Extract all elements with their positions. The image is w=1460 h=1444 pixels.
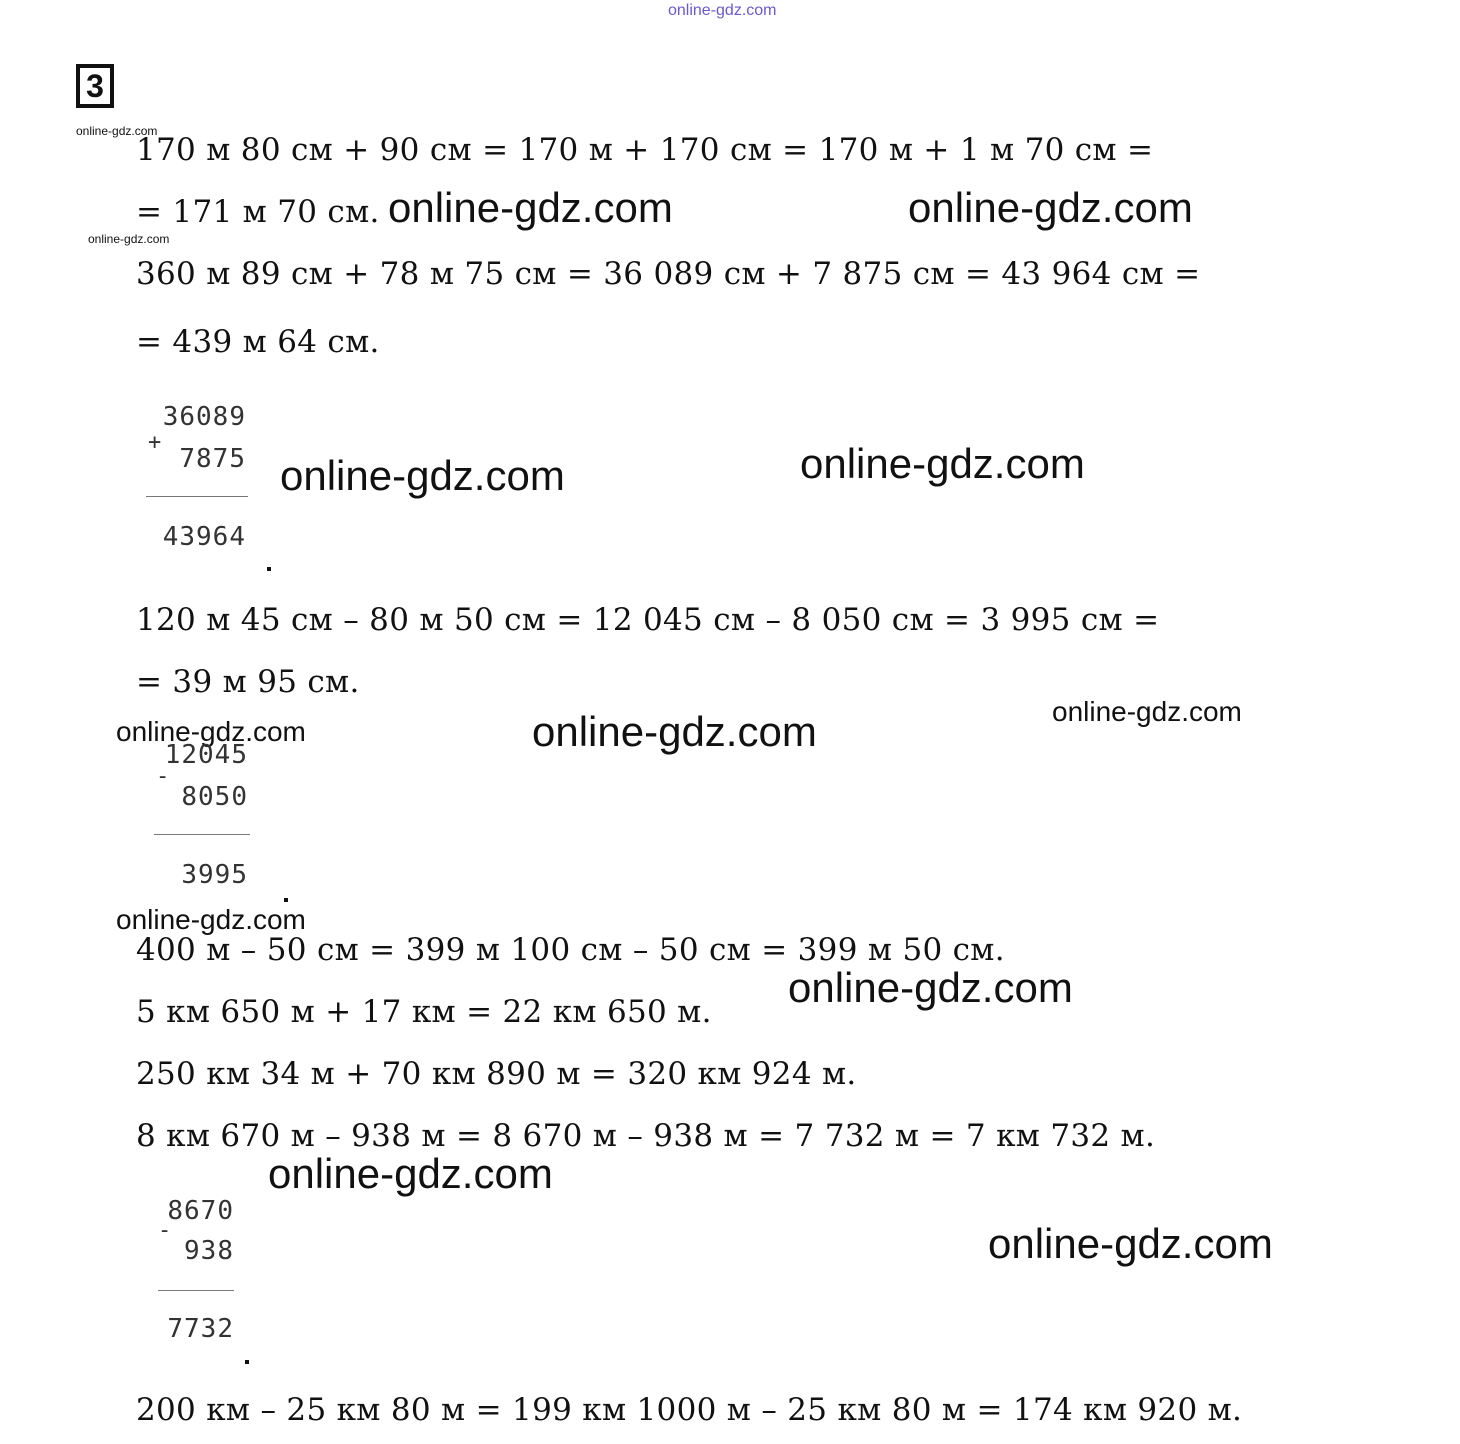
column-operator: - — [156, 764, 170, 789]
column-operand-a: 12045 — [164, 740, 248, 770]
column-operand-b: 7875 — [179, 444, 246, 474]
column-result: 3995 — [181, 860, 248, 890]
column-operand-b: 8050 — [181, 782, 248, 812]
watermark: online-gdz.com — [788, 964, 1073, 1011]
watermark: online-gdz.com — [116, 904, 306, 935]
watermark: online-gdz.com — [268, 1150, 553, 1197]
watermark: online-gdz.com — [1052, 696, 1242, 727]
period-dot — [284, 898, 288, 902]
equation-line: 8 км 670 м – 938 м = 8 670 м – 938 м = 7 732 м = 7 км 732 м. — [136, 1118, 1156, 1154]
equation-line: = 39 м 95 см. — [136, 664, 360, 700]
column-calculation — [144, 402, 254, 562]
watermark: online-gdz.com — [88, 232, 170, 246]
column-calculation — [150, 1196, 250, 1356]
watermark: online-gdz.com — [800, 440, 1085, 487]
equation-line: 250 км 34 м + 70 км 890 м = 320 км 924 м. — [136, 1056, 857, 1092]
watermark: online-gdz.com — [908, 184, 1193, 231]
period-dot — [245, 1360, 249, 1364]
column-operator: + — [148, 430, 162, 455]
watermark: online-gdz.com — [388, 184, 673, 231]
watermark: online-gdz.com — [76, 124, 158, 138]
watermark: online-gdz.com — [532, 708, 817, 755]
equation-line: 360 м 89 см + 78 м 75 см = 36 089 см + 7 875 см = 43 964 см = — [136, 256, 1201, 292]
column-divider — [158, 1290, 234, 1291]
equation-line: = 439 м 64 см. — [136, 324, 380, 360]
equation-line: = 171 м 70 см. — [136, 194, 380, 230]
column-divider — [146, 496, 248, 497]
column-result: 7732 — [167, 1314, 234, 1344]
equation-line: 5 км 650 м + 17 км = 22 км 650 м. — [136, 994, 712, 1030]
column-operand-a: 36089 — [162, 402, 246, 432]
equation-line: 200 км – 25 км 80 м = 199 км 1000 м – 25 км 80 м = 174 км 920 м. — [136, 1392, 1243, 1428]
column-divider — [154, 834, 250, 835]
task-number-badge: 3 — [76, 64, 114, 108]
column-calculation — [146, 740, 256, 900]
equation-line: 170 м 80 см + 90 см = 170 м + 170 см = 170 м + 1 м 70 см = — [136, 132, 1154, 168]
equation-line: 120 м 45 см – 80 м 50 см = 12 045 см – 8 050 см = 3 995 см = — [136, 602, 1160, 638]
equation-line: 400 м – 50 см = 399 м 100 см – 50 см = 399 м 50 см. — [136, 932, 1005, 968]
period-dot — [267, 567, 271, 571]
watermark: online-gdz.com — [280, 452, 565, 499]
watermark: online-gdz.com — [988, 1220, 1273, 1267]
column-operand-a: 8670 — [167, 1196, 234, 1226]
column-operator: - — [158, 1218, 172, 1243]
column-result: 43964 — [162, 522, 246, 552]
watermark: online-gdz.com — [116, 716, 306, 747]
site-watermark-top: online-gdz.com — [668, 2, 777, 19]
column-operand-b: 938 — [184, 1236, 234, 1266]
